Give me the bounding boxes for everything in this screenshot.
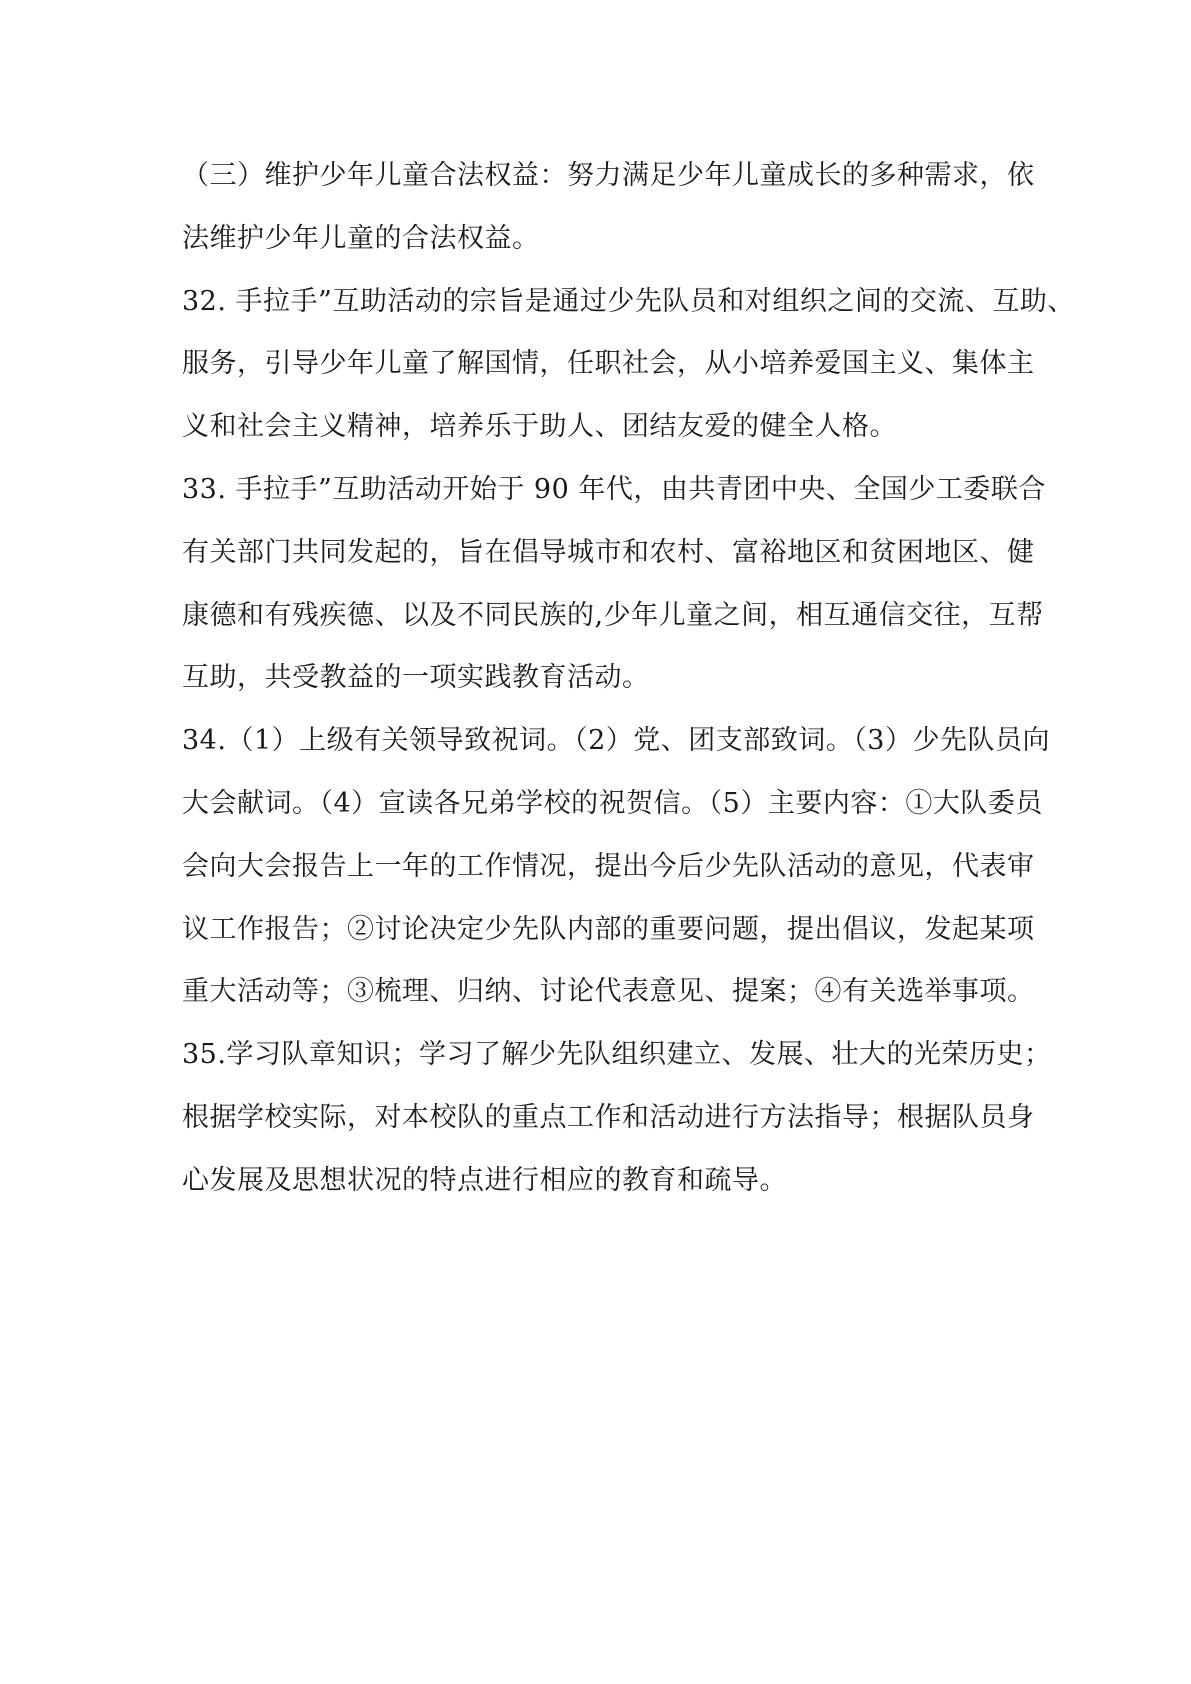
text-line: 心发展及思想状况的特点进行相应的教育和疏导。 <box>182 1164 787 1196</box>
text-line: 32. 手拉手”互助活动的宗旨是通过少先队员和对组织之间的交流、互助、 <box>182 285 1075 317</box>
text-line: 服务，引导少年儿童了解国情，任职社会，从小培养爱国主义、集体主 <box>182 348 1035 380</box>
text-line: 康德和有残疾德、以及不同民族的,少年儿童之间，相互通信交往，互帮 <box>182 599 1044 631</box>
document-body <box>182 145 1075 1213</box>
text-line: 根据学校实际，对本校队的重点工作和活动进行方法指导；根据队员身 <box>182 1101 1035 1133</box>
text-line: 33. 手拉手”互助活动开始于 90 年代，由共青团中央、全国少工委联合 <box>182 473 1046 505</box>
text-line: 重大活动等；③梳理、归纳、讨论代表意见、提案；④有关选举事项。 <box>182 976 1035 1008</box>
text-line: 会向大会报告上一年的工作情况，提出今后少先队活动的意见，代表审 <box>182 850 1035 882</box>
text-line: 34.（1）上级有关领导致祝词。（2）党、团支部致词。（3）少先队员向 <box>182 725 1050 757</box>
text-line: （三）维护少年儿童合法权益：努力满足少年儿童成长的多种需求，依 <box>182 160 1035 191</box>
text-line: 义和社会主义精神，培养乐于助人、团结友爱的健全人格。 <box>182 411 897 443</box>
text-line: 35.学习队章知识；学习了解少先队组织建立、发展、壮大的光荣历史； <box>182 1039 1052 1071</box>
text-line: 法维护少年儿童的合法权益。 <box>182 222 540 254</box>
text-line: 有关部门共同发起的，旨在倡导城市和农村、富裕地区和贫困地区、健 <box>182 536 1035 568</box>
text-line: 互助，共受教益的一项实践教育活动。 <box>182 662 650 694</box>
text-line: 议工作报告；②讨论决定少先队内部的重要问题，提出倡议，发起某项 <box>182 913 1035 945</box>
text-line: 大会献词。（4）宣读各兄弟学校的祝贺信。（5）主要内容：①大队委员 <box>182 787 1043 819</box>
